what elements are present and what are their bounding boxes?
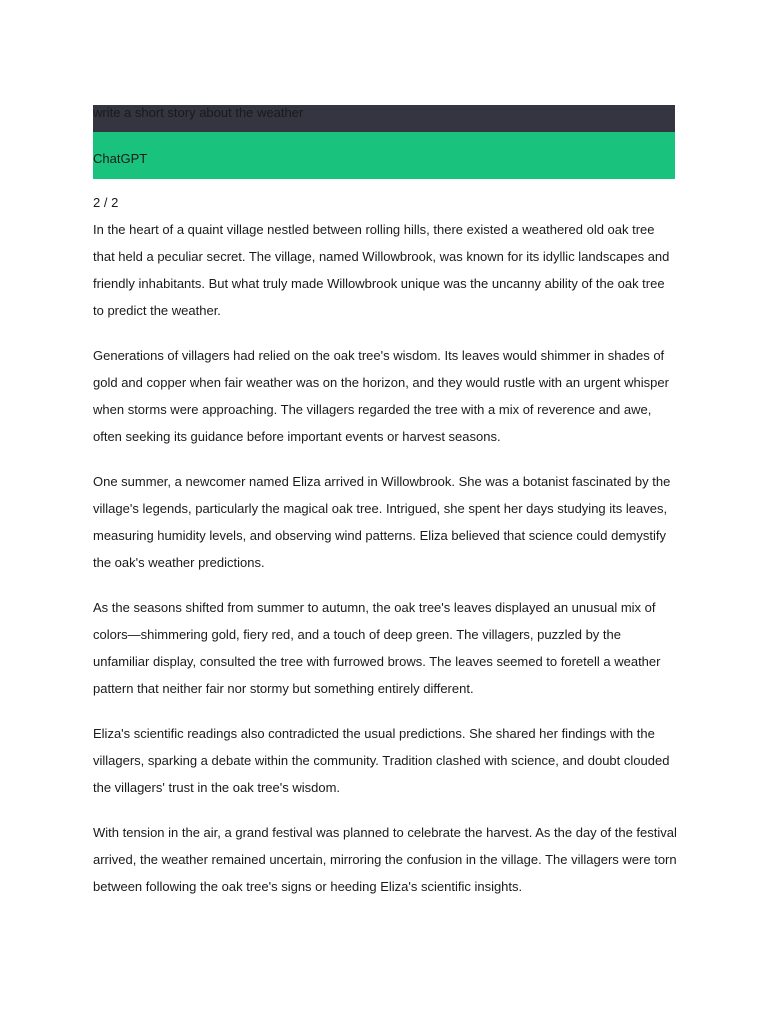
story-paragraph: Generations of villagers had relied on the oak tree's wisdom. Its leaves would shimmer in shades of gold and copper when fair weather was on the horizon, and they would rustle with an urgent whisper when storms were approaching. The villagers regarded the tree with a mix of reverence and awe, often seeking its guidance before important events or harvest seasons. [93,348,669,444]
story-paragraph: As the seasons shifted from summer to autumn, the oak tree's leaves displayed an unusual mix of colors—shimmering gold, fiery red, and a touch of deep green. The villagers, puzzled by the unfamiliar display, consulted the tree with furrowed brows. The leaves seemed to foretell a weather pattern that neither fair nor stormy but something entirely different. [93,600,661,696]
story-paragraph: One summer, a newcomer named Eliza arrived in Willowbrook. She was a botanist fascinated by the village's legends, particularly the magical oak tree. Intrigued, she spent her days studying its leaves, measuring humidity levels, and observing wind patterns. Eliza believed that science could demystify the oak's weather predictions. [93,474,671,570]
assistant-header-bar [93,132,675,179]
response-pager: 2 / 2 [93,195,119,210]
story-paragraph: Eliza's scientific readings also contradicted the usual predictions. She shared her findings with the villagers, sparking a debate within the community. Tradition clashed with science, and doubt clouded the villagers' trust in the oak tree's wisdom. [93,726,670,795]
assistant-label: ChatGPT [93,151,148,166]
user-prompt-text: write a short story about the weather [93,105,304,120]
assistant-response [93,216,677,918]
user-message-bar [93,105,675,132]
story-paragraph: With tension in the air, a grand festival was planned to celebrate the harvest. As the day of the festival arrived, the weather remained uncertain, mirroring the confusion in the village. The villagers were torn between following the oak tree's signs or heeding Eliza's scientific insights. [93,825,677,894]
story-paragraph: In the heart of a quaint village nestled between rolling hills, there existed a weathered old oak tree that held a peculiar secret. The village, named Willowbrook, was known for its idyllic landscapes and friendly inhabitants. But what truly made Willowbrook unique was the uncanny ability of the oak tree to predict the weather. [93,222,670,318]
